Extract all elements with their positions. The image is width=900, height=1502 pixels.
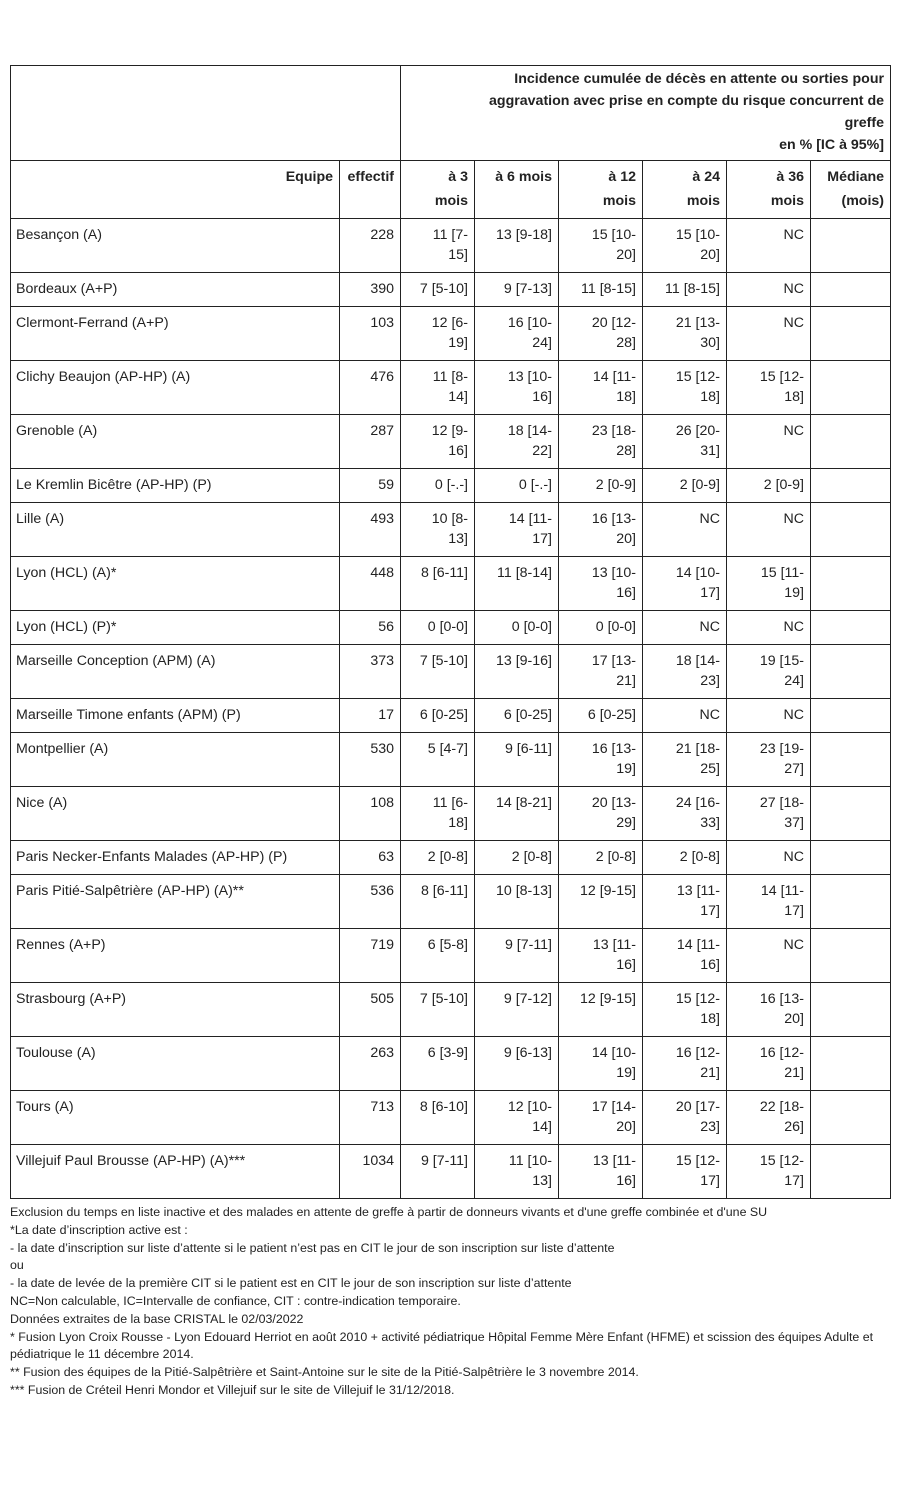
incidence-36m-cell: 19 [15- 24] [727,645,811,699]
incidence-6m-cell: 2 [0-8] [475,841,559,875]
incidence-12m-cell: 15 [10- 20] [559,219,643,273]
table-row [11,307,891,361]
team-cell: Lyon (HCL) (P)* [11,611,340,645]
median-cell [811,787,891,841]
table-row [11,361,891,415]
effectif-cell: 390 [340,273,401,307]
incidence-3m-cell: 8 [6-10] [401,1091,475,1145]
table-row [11,1037,891,1091]
incidence-24m-cell: 24 [16- 33] [643,787,727,841]
group-header [401,66,891,161]
incidence-36m-cell: 2 [0-9] [727,469,811,503]
incidence-3m-cell: 7 [5-10] [401,273,475,307]
column-header-6-months: à 6 mois [475,161,559,219]
incidence-3m-cell: 0 [0-0] [401,611,475,645]
incidence-6m-cell: 16 [10- 24] [475,307,559,361]
median-cell [811,929,891,983]
incidence-6m-cell: 13 [9-18] [475,219,559,273]
median-cell [811,557,891,611]
incidence-24m-cell: 16 [12- 21] [643,1037,727,1091]
team-cell: Tours (A) [11,1091,340,1145]
team-cell: Lyon (HCL) (A)* [11,557,340,611]
median-cell [811,361,891,415]
incidence-36m-cell: 16 [13- 20] [727,983,811,1037]
incidence-6m-cell: 10 [8-13] [475,875,559,929]
team-cell: Montpellier (A) [11,733,340,787]
table-row [11,1091,891,1145]
incidence-36m-cell: NC [727,307,811,361]
incidence-24m-cell: NC [643,611,727,645]
footnote-line: *** Fusion de Créteil Henri Mondor et Villejuif sur le site de Villejuif le 31/12/2018. [10,1382,455,1397]
incidence-12m-cell: 14 [11- 18] [559,361,643,415]
incidence-table [10,65,891,1199]
table-row [11,611,891,645]
incidence-12m-cell: 13 [10- 16] [559,557,643,611]
incidence-24m-cell: 15 [12- 18] [643,983,727,1037]
median-cell [811,415,891,469]
median-cell [811,219,891,273]
incidence-3m-cell: 2 [0-8] [401,841,475,875]
team-cell: Besançon (A) [11,219,340,273]
incidence-3m-cell: 6 [0-25] [401,699,475,733]
incidence-36m-cell: NC [727,929,811,983]
incidence-6m-cell: 11 [8-14] [475,557,559,611]
incidence-24m-cell: 15 [12- 18] [643,361,727,415]
incidence-24m-cell: 21 [13- 30] [643,307,727,361]
table-row [11,841,891,875]
table-row [11,645,891,699]
effectif-cell: 505 [340,983,401,1037]
incidence-12m-cell: 2 [0-9] [559,469,643,503]
team-cell: Strasbourg (A+P) [11,983,340,1037]
blank-header-cell [11,66,401,161]
incidence-3m-cell: 12 [6- 19] [401,307,475,361]
effectif-cell: 263 [340,1037,401,1091]
effectif-cell: 448 [340,557,401,611]
incidence-24m-cell: 21 [18- 25] [643,733,727,787]
incidence-24m-cell: 15 [12- 17] [643,1145,727,1199]
incidence-6m-cell: 0 [0-0] [475,611,559,645]
incidence-12m-cell: 11 [8-15] [559,273,643,307]
column-header-3-months: à 3 mois [401,161,475,219]
median-cell [811,307,891,361]
incidence-6m-cell: 9 [6-13] [475,1037,559,1091]
incidence-3m-cell: 6 [3-9] [401,1037,475,1091]
group-header-line: greffe [844,115,885,131]
column-header-median: Médiane (mois) [811,161,891,219]
team-cell: Paris Necker-Enfants Malades (AP-HP) (P) [11,841,340,875]
group-header-line: Incidence cumulée de décès en attente ou sorties pour [514,71,885,87]
effectif-cell: 476 [340,361,401,415]
table-row [11,557,891,611]
effectif-cell: 719 [340,929,401,983]
footnote-line: *La date d’inscription active est : [10,1222,188,1237]
incidence-24m-cell: 2 [0-9] [643,469,727,503]
table-row [11,875,891,929]
incidence-6m-cell: 12 [10- 14] [475,1091,559,1145]
median-cell [811,1037,891,1091]
incidence-36m-cell: 15 [12- 18] [727,361,811,415]
incidence-12m-cell: 20 [13- 29] [559,787,643,841]
footnote-line: ou [10,1258,24,1273]
incidence-6m-cell: 18 [14- 22] [475,415,559,469]
incidence-3m-cell: 0 [-.-] [401,469,475,503]
incidence-36m-cell: 15 [11- 19] [727,557,811,611]
median-cell [811,273,891,307]
table-row [11,503,891,557]
incidence-24m-cell: 18 [14- 23] [643,645,727,699]
median-cell [811,611,891,645]
incidence-6m-cell: 6 [0-25] [475,699,559,733]
incidence-12m-cell: 20 [12- 28] [559,307,643,361]
team-cell: Grenoble (A) [11,415,340,469]
incidence-3m-cell: 8 [6-11] [401,875,475,929]
table-row [11,983,891,1037]
incidence-6m-cell: 9 [7-11] [475,929,559,983]
effectif-cell: 108 [340,787,401,841]
column-header-24-months: à 24 mois [643,161,727,219]
median-cell [811,983,891,1037]
incidence-3m-cell: 12 [9- 16] [401,415,475,469]
effectif-cell: 103 [340,307,401,361]
effectif-cell: 530 [340,733,401,787]
table-row [11,1145,891,1199]
team-cell: Clichy Beaujon (AP-HP) (A) [11,361,340,415]
effectif-cell: 228 [340,219,401,273]
incidence-12m-cell: 17 [14- 20] [559,1091,643,1145]
incidence-6m-cell: 9 [7-12] [475,983,559,1037]
incidence-12m-cell: 0 [0-0] [559,611,643,645]
incidence-12m-cell: 13 [11- 16] [559,1145,643,1199]
table-row [11,929,891,983]
median-cell [811,699,891,733]
table-row [11,733,891,787]
incidence-24m-cell: 2 [0-8] [643,841,727,875]
footnote-line: Données extraites de la base CRISTAL le 02/03/2022 [10,1311,304,1326]
incidence-36m-cell: NC [727,699,811,733]
incidence-3m-cell: 9 [7-11] [401,1145,475,1199]
team-cell: Bordeaux (A+P) [11,273,340,307]
effectif-cell: 56 [340,611,401,645]
incidence-12m-cell: 16 [13- 20] [559,503,643,557]
incidence-12m-cell: 2 [0-8] [559,841,643,875]
incidence-24m-cell: 13 [11- 17] [643,875,727,929]
table-row [11,219,891,273]
table-body [11,219,891,1199]
incidence-3m-cell: 8 [6-11] [401,557,475,611]
incidence-6m-cell: 13 [10- 16] [475,361,559,415]
incidence-12m-cell: 23 [18- 28] [559,415,643,469]
footnote-line: - la date de levée de la première CIT si le patient est en CIT le jour de son inscription sur liste d’attente [10,1276,572,1291]
incidence-24m-cell: NC [643,503,727,557]
incidence-24m-cell: 26 [20- 31] [643,415,727,469]
footnote-line: * Fusion Lyon Croix Rousse - Lyon Edouard Herriot en août 2010 + activité pédiatrique Hôpital Femme Mère Enfant (HFME) et scission des équipes Adulte et pédiatrique le 11 décembre 2014. [10,1329,874,1362]
median-cell [811,1145,891,1199]
incidence-6m-cell: 13 [9-16] [475,645,559,699]
effectif-cell: 17 [340,699,401,733]
incidence-24m-cell: 20 [17- 23] [643,1091,727,1145]
median-cell [811,1091,891,1145]
incidence-24m-cell: 11 [8-15] [643,273,727,307]
column-header-effectif: effectif [340,161,401,219]
incidence-3m-cell: 11 [7- 15] [401,219,475,273]
table-row [11,699,891,733]
incidence-12m-cell: 16 [13- 19] [559,733,643,787]
table-row [11,273,891,307]
column-header-12-months: à 12 mois [559,161,643,219]
incidence-36m-cell: NC [727,415,811,469]
median-cell [811,645,891,699]
median-cell [811,875,891,929]
incidence-24m-cell: 15 [10- 20] [643,219,727,273]
incidence-3m-cell: 6 [5-8] [401,929,475,983]
group-header-line: en % [IC à 95%] [779,137,885,153]
median-cell [811,469,891,503]
incidence-24m-cell: NC [643,699,727,733]
team-cell: Toulouse (A) [11,1037,340,1091]
incidence-36m-cell: 27 [18- 37] [727,787,811,841]
team-cell: Clermont-Ferrand (A+P) [11,307,340,361]
team-cell: Marseille Conception (APM) (A) [11,645,340,699]
team-cell: Paris Pitié-Salpêtrière (AP-HP) (A)** [11,875,340,929]
effectif-cell: 1034 [340,1145,401,1199]
incidence-36m-cell: NC [727,273,811,307]
team-cell: Nice (A) [11,787,340,841]
column-header-36-months: à 36 mois [727,161,811,219]
incidence-3m-cell: 11 [6- 18] [401,787,475,841]
incidence-12m-cell: 13 [11- 16] [559,929,643,983]
incidence-36m-cell: NC [727,219,811,273]
footnote-line: Exclusion du temps en liste inactive et des malades en attente de greffe à partir de donneurs vivants et d'une greffe combinée et d'une SU [10,1205,768,1219]
incidence-36m-cell: 15 [12- 17] [727,1145,811,1199]
incidence-36m-cell: 22 [18- 26] [727,1091,811,1145]
team-cell: Le Kremlin Bicêtre (AP-HP) (P) [11,469,340,503]
column-header-row [11,161,891,219]
median-cell [811,841,891,875]
incidence-3m-cell: 7 [5-10] [401,645,475,699]
team-cell: Villejuif Paul Brousse (AP-HP) (A)*** [11,1145,340,1199]
incidence-12m-cell: 12 [9-15] [559,875,643,929]
table-row [11,415,891,469]
incidence-12m-cell: 6 [0-25] [559,699,643,733]
table-row [11,787,891,841]
column-header-equipe: Equipe [11,161,340,219]
results-sheet [10,65,890,1400]
incidence-24m-cell: 14 [10- 17] [643,557,727,611]
footnote-line: NC=Non calculable, IC=Intervalle de confiance, CIT : contre-indication temporaire. [10,1293,461,1308]
effectif-cell: 493 [340,503,401,557]
effectif-cell: 59 [340,469,401,503]
effectif-cell: 713 [340,1091,401,1145]
incidence-3m-cell: 5 [4-7] [401,733,475,787]
incidence-12m-cell: 14 [10- 19] [559,1037,643,1091]
footnote-line: - la date d’inscription sur liste d’attente si le patient n’est pas en CIT le jour de son inscription sur liste d’attente [10,1240,615,1255]
incidence-12m-cell: 17 [13- 21] [559,645,643,699]
effectif-cell: 373 [340,645,401,699]
incidence-6m-cell: 11 [10- 13] [475,1145,559,1199]
team-cell: Rennes (A+P) [11,929,340,983]
table-row [11,469,891,503]
group-header-line: aggravation avec prise en compte du risque concurrent de [489,93,885,109]
group-header-row [11,66,891,161]
incidence-3m-cell: 7 [5-10] [401,983,475,1037]
incidence-36m-cell: 23 [19- 27] [727,733,811,787]
incidence-36m-cell: 14 [11- 17] [727,875,811,929]
incidence-6m-cell: 14 [8-21] [475,787,559,841]
effectif-cell: 287 [340,415,401,469]
footnotes [10,1204,890,1400]
effectif-cell: 63 [340,841,401,875]
incidence-36m-cell: NC [727,841,811,875]
median-cell [811,503,891,557]
incidence-6m-cell: 0 [-.-] [475,469,559,503]
incidence-12m-cell: 12 [9-15] [559,983,643,1037]
incidence-3m-cell: 11 [8- 14] [401,361,475,415]
team-cell: Lille (A) [11,503,340,557]
median-cell [811,733,891,787]
incidence-24m-cell: 14 [11- 16] [643,929,727,983]
effectif-cell: 536 [340,875,401,929]
incidence-36m-cell: NC [727,611,811,645]
incidence-36m-cell: 16 [12- 21] [727,1037,811,1091]
incidence-6m-cell: 9 [7-13] [475,273,559,307]
incidence-36m-cell: NC [727,503,811,557]
incidence-6m-cell: 9 [6-11] [475,733,559,787]
footnote-line: ** Fusion des équipes de la Pitié-Salpêtrière et Saint-Antoine sur le site de la Pitié-Salpêtrière le 3 novembre 2014. [10,1365,639,1380]
team-cell: Marseille Timone enfants (APM) (P) [11,699,340,733]
incidence-3m-cell: 10 [8- 13] [401,503,475,557]
incidence-6m-cell: 14 [11- 17] [475,503,559,557]
